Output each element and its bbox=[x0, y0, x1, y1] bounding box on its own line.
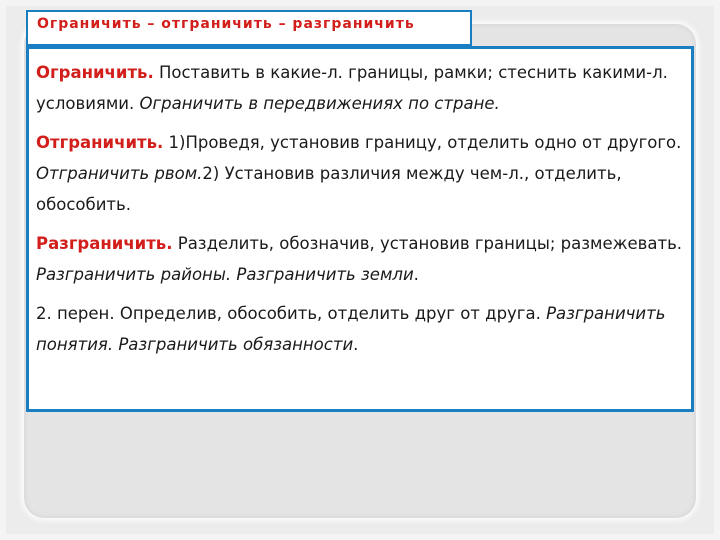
example-razgranichit-2: Разграничить земли bbox=[236, 265, 414, 284]
term-ogranichit: Ограничить. bbox=[36, 63, 154, 82]
definition-otgranichit-1: 1)Проведя, установив границу, отделить одно от другого. bbox=[163, 133, 682, 152]
entry-ogranichit bbox=[36, 57, 684, 119]
entry-razgranichit-figurative bbox=[36, 298, 684, 360]
definition-razgranichit-figurative: 2. перен. Определив, обособить, отделить друг от друга. bbox=[36, 304, 547, 323]
end-punct-razgranichit: . bbox=[413, 265, 419, 284]
term-otgranichit: Отграничить. bbox=[36, 133, 164, 152]
entry-otgranichit bbox=[36, 127, 684, 220]
definitions-text bbox=[36, 57, 684, 360]
title-box bbox=[26, 10, 472, 46]
example-otgranichit: Отграничить рвом. bbox=[36, 164, 203, 183]
definition-razgranichit: Разделить, обозначив, установив границы; размежевать. bbox=[172, 234, 683, 253]
definitions-box bbox=[26, 46, 694, 412]
example-razgranichit-1: Разграничить районы. bbox=[36, 265, 232, 284]
definition-otgranichit-2: 2) Установив различия между чем-л., отделить, обособить. bbox=[36, 164, 622, 214]
entry-razgranichit bbox=[36, 228, 684, 290]
slide-title: Ограничить – отграничить – разграничить bbox=[37, 16, 415, 32]
definition-ogranichit: Поставить в какие-л. границы, рамки; стеснить какими-л. условиями. bbox=[36, 63, 668, 113]
example-razgranichit-figurative-2: Разграничить обязанности bbox=[118, 335, 354, 354]
end-punct-razgranichit-figurative: . bbox=[353, 335, 359, 354]
example-razgranichit-figurative-1: Разграничить понятия. bbox=[36, 304, 666, 354]
term-razgranichit: Разграничить. bbox=[36, 234, 173, 253]
example-ogranichit: Ограничить в передвижениях по стране. bbox=[139, 94, 500, 113]
